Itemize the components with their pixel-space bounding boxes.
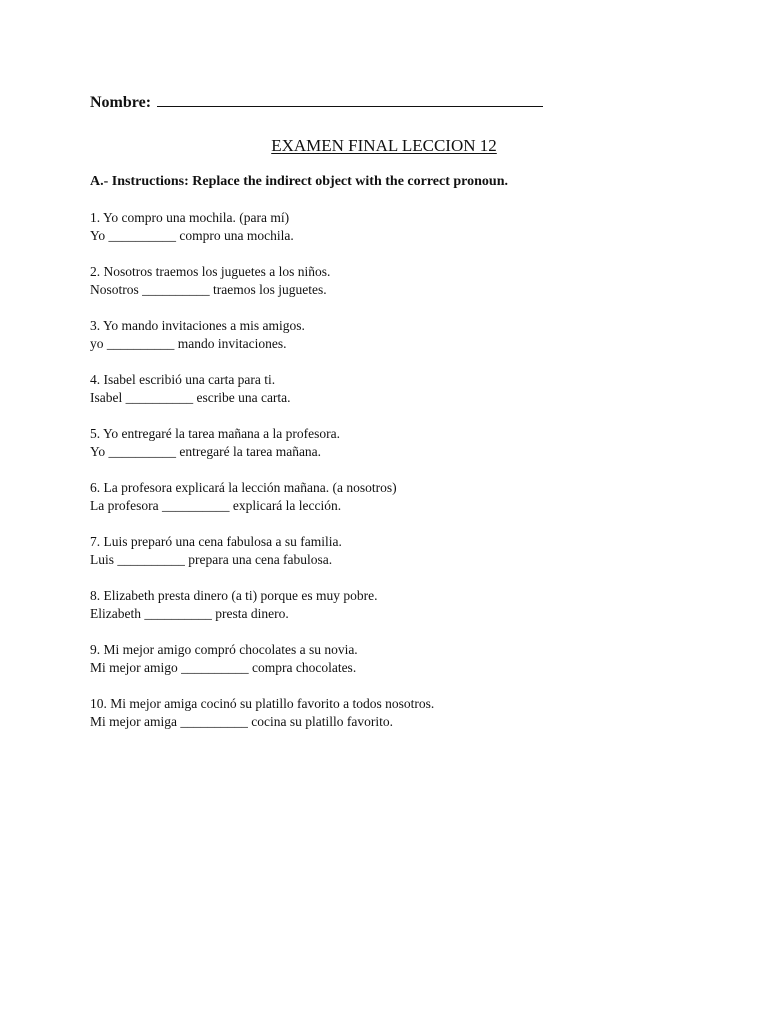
exercise-list (90, 209, 434, 749)
exercise-answer: Isabel __________ escribe una carta. (90, 390, 291, 405)
exercise-item-6 (90, 479, 434, 533)
exam-title: EXAMEN FINAL LECCION 12 (271, 136, 497, 155)
exercise-prompt: 9. Mi mejor amigo compró chocolates a su novia. (90, 642, 358, 657)
exercise-item-8 (90, 587, 434, 641)
exercise-item-9 (90, 641, 434, 695)
exercise-answer: Nosotros __________ traemos los juguetes. (90, 282, 327, 297)
exercise-answer: Mi mejor amiga __________ cocina su platillo favorito. (90, 714, 393, 729)
exercise-answer: Mi mejor amigo __________ compra chocolates. (90, 660, 357, 675)
exercise-prompt: 1. Yo compro una mochila. (para mí) (90, 210, 290, 225)
exercise-item-4 (90, 371, 434, 425)
exercise-prompt: 3. Yo mando invitaciones a mis amigos. (90, 318, 305, 333)
exercise-item-2 (90, 263, 434, 317)
exercise-prompt: 4. Isabel escribió una carta para ti. (90, 372, 276, 387)
exercise-answer: Luis __________ prepara una cena fabulosa. (90, 552, 333, 567)
exercise-prompt: 5. Yo entregaré la tarea mañana a la profesora. (90, 426, 341, 441)
exercise-prompt: 10. Mi mejor amiga cocinó su platillo favorito a todos nosotros. (90, 696, 435, 711)
exercise-answer: Yo __________ compro una mochila. (90, 228, 294, 243)
instructions-text: A.- Instructions: Replace the indirect object with the correct pronoun. (90, 174, 509, 189)
exercise-item-10 (90, 695, 434, 749)
exercise-item-5 (90, 425, 434, 479)
exercise-item-3 (90, 317, 434, 371)
exercise-answer: Elizabeth __________ presta dinero. (90, 606, 289, 621)
name-label: Nombre: (90, 94, 152, 111)
exercise-answer: Yo __________ entregaré la tarea mañana. (90, 444, 322, 459)
exercise-prompt: 8. Elizabeth presta dinero (a ti) porque es muy pobre. (90, 588, 378, 603)
exercise-answer: yo __________ mando invitaciones. (90, 336, 287, 351)
exercise-prompt: 6. La profesora explicará la lección mañana. (a nosotros) (90, 480, 397, 495)
exercise-item-7 (90, 533, 434, 587)
name-field-row (90, 92, 543, 112)
name-blank-line (157, 92, 543, 107)
exercise-prompt: 2. Nosotros traemos los juguetes a los niños. (90, 264, 331, 279)
exercise-answer: La profesora __________ explicará la lección. (90, 498, 342, 513)
exercise-prompt: 7. Luis preparó una cena fabulosa a su familia. (90, 534, 342, 549)
exercise-item-1 (90, 209, 434, 263)
